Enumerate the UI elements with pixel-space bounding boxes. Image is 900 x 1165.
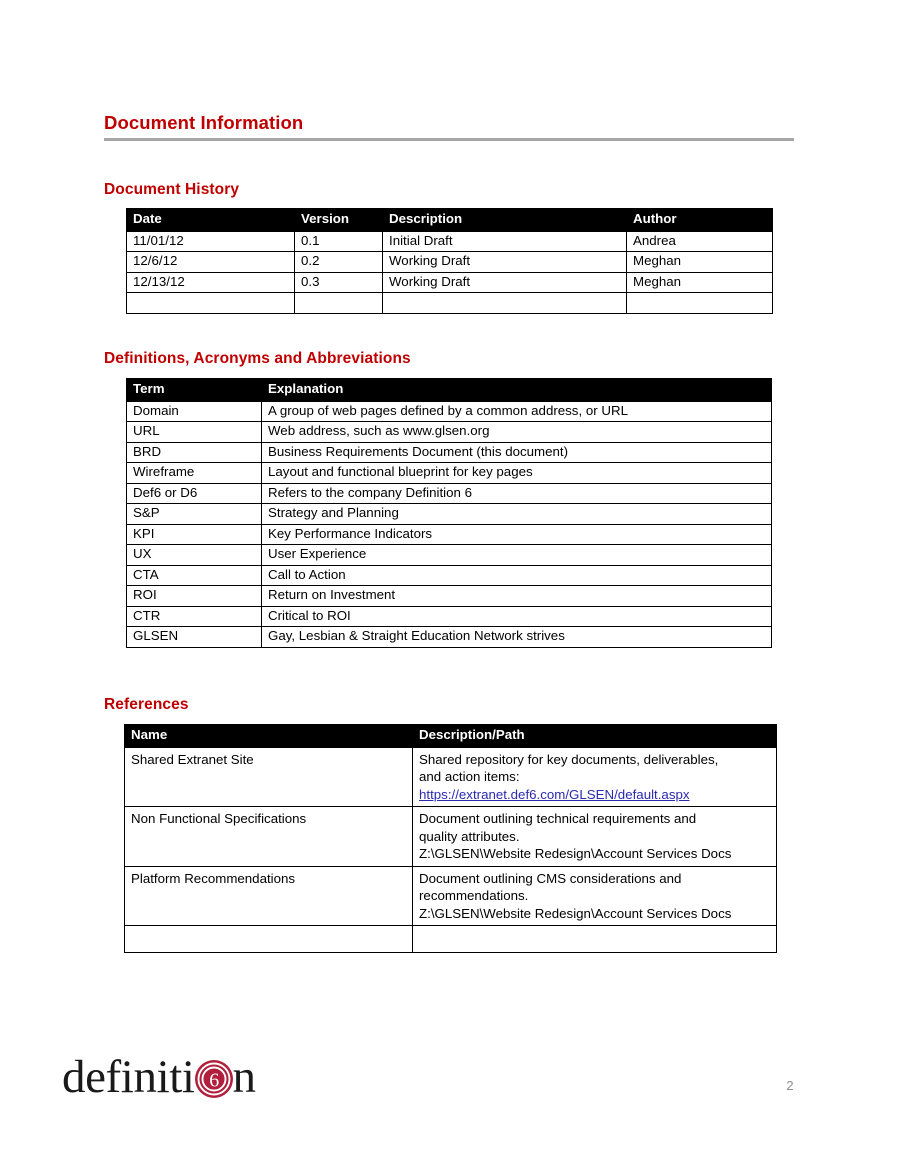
table-row (125, 747, 777, 807)
cell-reference-path (413, 807, 777, 867)
cell-explanation: Return on Investment (262, 586, 772, 607)
table-row (127, 606, 772, 627)
table-row (127, 565, 772, 586)
cell-date: 12/13/12 (127, 272, 295, 293)
table-row (127, 231, 773, 252)
cell-explanation: A group of web pages defined by a common address, or URL (262, 401, 772, 422)
table-row-empty (127, 293, 773, 314)
path-line: Z:\GLSEN\Website Redesign\Account Services Docs (419, 846, 732, 861)
cell-explanation: Gay, Lesbian & Straight Education Network strives (262, 627, 772, 648)
cell-explanation: Strategy and Planning (262, 504, 772, 525)
cell-explanation: Refers to the company Definition 6 (262, 483, 772, 504)
cell-term: Domain (127, 401, 262, 422)
table-row (127, 524, 772, 545)
cell-date: 11/01/12 (127, 231, 295, 252)
title-divider (104, 138, 794, 141)
cell-author: Meghan (627, 252, 773, 273)
definition6-logo (62, 1052, 256, 1108)
cell-date: 12/6/12 (127, 252, 295, 273)
definition6-target-icon (194, 1059, 234, 1099)
table-row (125, 807, 777, 867)
cell-term: S&P (127, 504, 262, 525)
cell-reference-name: Shared Extranet Site (125, 747, 413, 807)
cell-term: CTR (127, 606, 262, 627)
cell-explanation: Web address, such as www.glsen.org (262, 422, 772, 443)
table-row (127, 463, 772, 484)
references-table (124, 724, 777, 953)
cell-description: Working Draft (383, 252, 627, 273)
cell-reference-name (125, 926, 413, 953)
cell-version: 0.1 (295, 231, 383, 252)
page-title: Document Information (104, 112, 304, 133)
column-header-version: Version (295, 209, 383, 232)
document-history-table (126, 208, 773, 314)
cell-reference-name: Platform Recommendations (125, 866, 413, 926)
cell-date (127, 293, 295, 314)
table-header-row (127, 379, 772, 402)
column-header-description: Description (383, 209, 627, 232)
cell-author: Andrea (627, 231, 773, 252)
cell-version: 0.3 (295, 272, 383, 293)
cell-term: URL (127, 422, 262, 443)
table-header-row (127, 209, 773, 232)
extranet-link[interactable]: https://extranet.def6.com/GLSEN/default.aspx (419, 786, 690, 802)
table-row (127, 272, 773, 293)
cell-explanation: User Experience (262, 545, 772, 566)
table-header-row (125, 725, 777, 748)
cell-term: CTA (127, 565, 262, 586)
cell-description: Initial Draft (383, 231, 627, 252)
table-row (127, 586, 772, 607)
svg-text:6: 6 (208, 1069, 219, 1092)
column-header-description-path: Description/Path (413, 725, 777, 748)
cell-explanation: Business Requirements Document (this document) (262, 442, 772, 463)
section-heading-references: References (104, 696, 189, 713)
column-header-name: Name (125, 725, 413, 748)
cell-description (383, 293, 627, 314)
path-line: Document outlining technical requirements and (419, 811, 697, 826)
cell-description: Working Draft (383, 272, 627, 293)
table-row (127, 483, 772, 504)
cell-term: ROI (127, 586, 262, 607)
table-row-empty (125, 926, 777, 953)
cell-reference-name: Non Functional Specifications (125, 807, 413, 867)
cell-explanation: Critical to ROI (262, 606, 772, 627)
table-row (127, 545, 772, 566)
table-row (127, 422, 772, 443)
section-heading-definitions: Definitions, Acronyms and Abbreviations (104, 350, 411, 367)
table-row (127, 627, 772, 648)
cell-author: Meghan (627, 272, 773, 293)
cell-reference-path (413, 747, 777, 807)
column-header-date: Date (127, 209, 295, 232)
cell-term: BRD (127, 442, 262, 463)
cell-explanation: Key Performance Indicators (262, 524, 772, 545)
cell-explanation: Layout and functional blueprint for key pages (262, 463, 772, 484)
path-line: Z:\GLSEN\Website Redesign\Account Services Docs (419, 905, 732, 921)
column-header-author: Author (627, 209, 773, 232)
table-row (125, 866, 777, 926)
cell-term: Wireframe (127, 463, 262, 484)
table-row (127, 252, 773, 273)
logo-text-before: definiti (62, 1051, 195, 1103)
cell-term: Def6 or D6 (127, 483, 262, 504)
path-line: Document outlining CMS considerations and (419, 870, 682, 886)
table-row (127, 401, 772, 422)
logo-text-after: n (232, 1051, 256, 1103)
path-line: recommendations. (419, 888, 529, 903)
cell-author (627, 293, 773, 314)
path-line: and action items: (419, 769, 520, 784)
cell-explanation: Call to Action (262, 565, 772, 586)
column-header-explanation: Explanation (262, 379, 772, 402)
table-row (127, 504, 772, 525)
cell-term: UX (127, 545, 262, 566)
cell-version (295, 293, 383, 314)
path-line: quality attributes. (419, 828, 520, 844)
path-line: Shared repository for key documents, deliverables, (419, 751, 719, 767)
table-row (127, 442, 772, 463)
page-number: 2 (786, 1078, 794, 1093)
cell-term: KPI (127, 524, 262, 545)
column-header-term: Term (127, 379, 262, 402)
cell-term: GLSEN (127, 627, 262, 648)
cell-reference-path (413, 866, 777, 926)
section-heading-document-history: Document History (104, 181, 240, 198)
cell-reference-path (413, 926, 777, 953)
cell-version: 0.2 (295, 252, 383, 273)
definitions-table (126, 378, 772, 648)
